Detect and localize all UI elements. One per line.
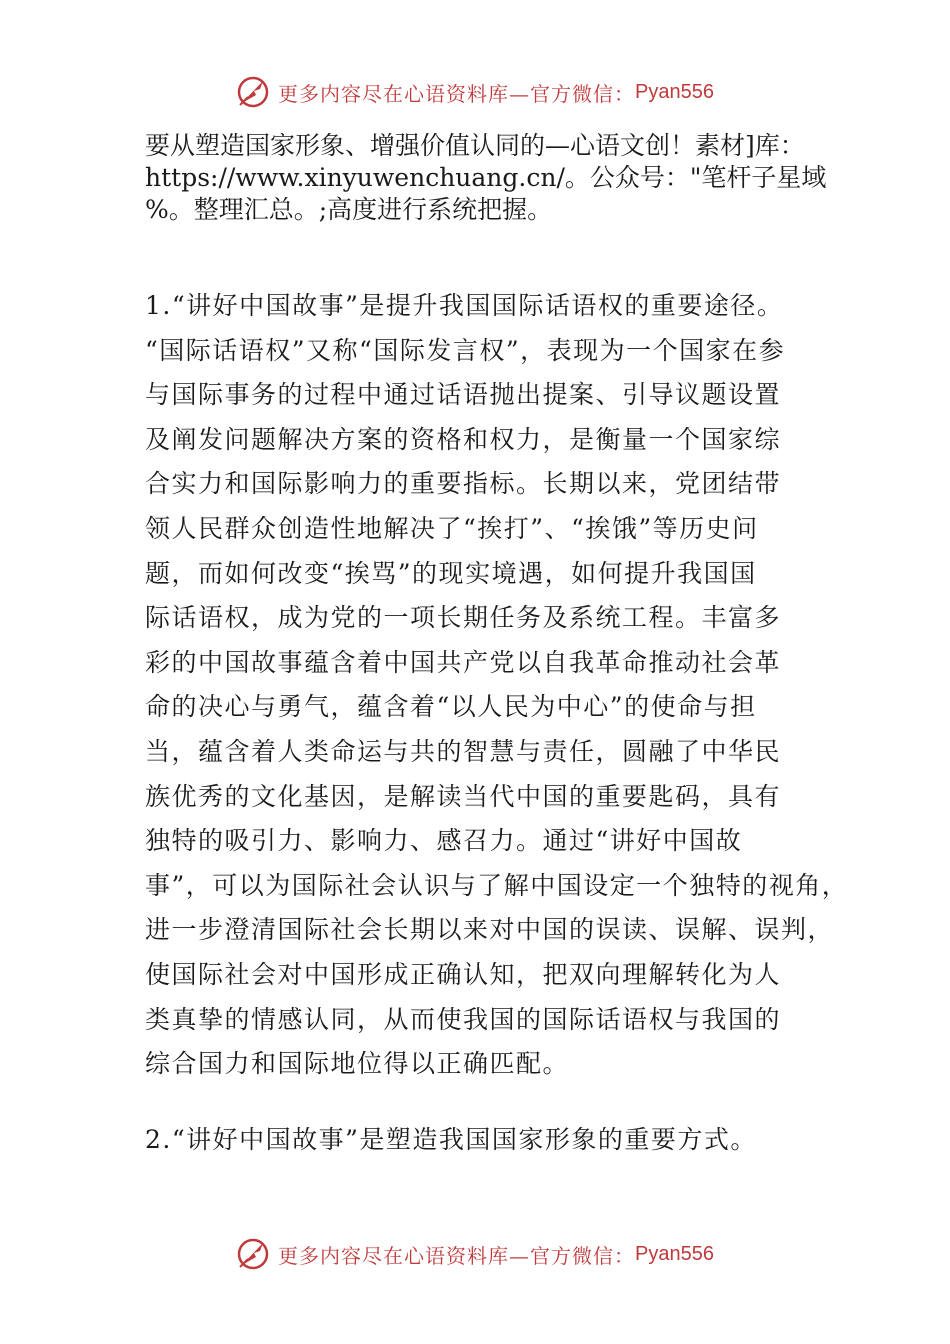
paragraph-line: 与国际事务的过程中通过话语抛出提案、引导议题设置 xyxy=(145,380,782,410)
paragraph-line: 题，而如何改变“挨骂”的现实境遇，如何提升我国国 xyxy=(145,558,757,588)
paragraph-line: 事”，可以为国际社会认识与了解中国设定一个独特的视角， xyxy=(145,870,849,900)
intro-line: https://www.xinyuwenchuang.cn/。公众号："笔杆子星域 xyxy=(145,163,827,192)
paragraph-line: 使国际社会对中国形成正确认知，把双向理解转化为人 xyxy=(145,959,782,989)
footer-banner xyxy=(0,1234,950,1274)
paragraph-line: 族优秀的文化基因，是解读当代中国的重要匙码，具有 xyxy=(145,781,782,811)
paragraph-line: 综合国力和国际地位得以正确匹配。 xyxy=(145,1049,570,1079)
paragraph-line: 际话语权，成为党的一项长期任务及系统工程。丰富多 xyxy=(145,603,782,633)
quill-logo-icon xyxy=(236,1237,270,1271)
paragraph-line: 当，蕴含着人类命运与共的智慧与责任，圆融了中华民 xyxy=(145,736,782,766)
paragraph-line: 彩的中国故事蕴含着中国共产党以自我革命推动社会革 xyxy=(145,647,782,677)
banner-text: 更多内容尽在心语资料库—官方微信： xyxy=(278,1243,636,1268)
paragraph-line: 命的决心与勇气，蕴含着“以人民为中心”的使命与担 xyxy=(145,692,757,722)
quill-logo-icon xyxy=(236,75,270,109)
section-1-paragraph xyxy=(145,284,849,1087)
banner-text: 更多内容尽在心语资料库—官方微信： xyxy=(278,81,636,106)
wechat-id: Pyan556 xyxy=(635,80,714,103)
header-banner xyxy=(0,72,950,112)
paragraph-line: 进一步澄清国际社会长期以来对中国的误读、误解、误判， xyxy=(145,915,835,945)
paragraph-line: 合实力和国际影响力的重要指标。长期以来，党团结带 xyxy=(145,469,782,499)
paragraph-line: “国际话语权”又称“国际发言权”，表现为一个国家在参 xyxy=(145,335,786,365)
wechat-id: Pyan556 xyxy=(635,1242,714,1265)
section-2-heading: 2.“讲好中国故事”是塑造我国国家形象的重要方式。 xyxy=(145,1125,757,1154)
paragraph-line: 领人民群众创造性地解决了“挨打”、“挨饿”等历史问 xyxy=(145,513,759,543)
paragraph-line: 1.“讲好中国故事”是提升我国国际话语权的重要途径。 xyxy=(145,291,784,320)
intro-line: %。整理汇总。;高度进行系统把握。 xyxy=(145,195,553,224)
intro-line: 要从塑造国家形象、增强价值认同的—心语文创！素材]库： xyxy=(145,131,805,160)
paragraph-line: 类真挚的情感认同，从而使我国的国际话语权与我国的 xyxy=(145,1004,782,1034)
intro-paragraph xyxy=(145,130,845,226)
paragraph-line: 独特的吸引力、影响力、感召力。通过“讲好中国故 xyxy=(145,826,743,856)
paragraph-line: 及阐发问题解决方案的资格和权力，是衡量一个国家综 xyxy=(145,424,782,454)
